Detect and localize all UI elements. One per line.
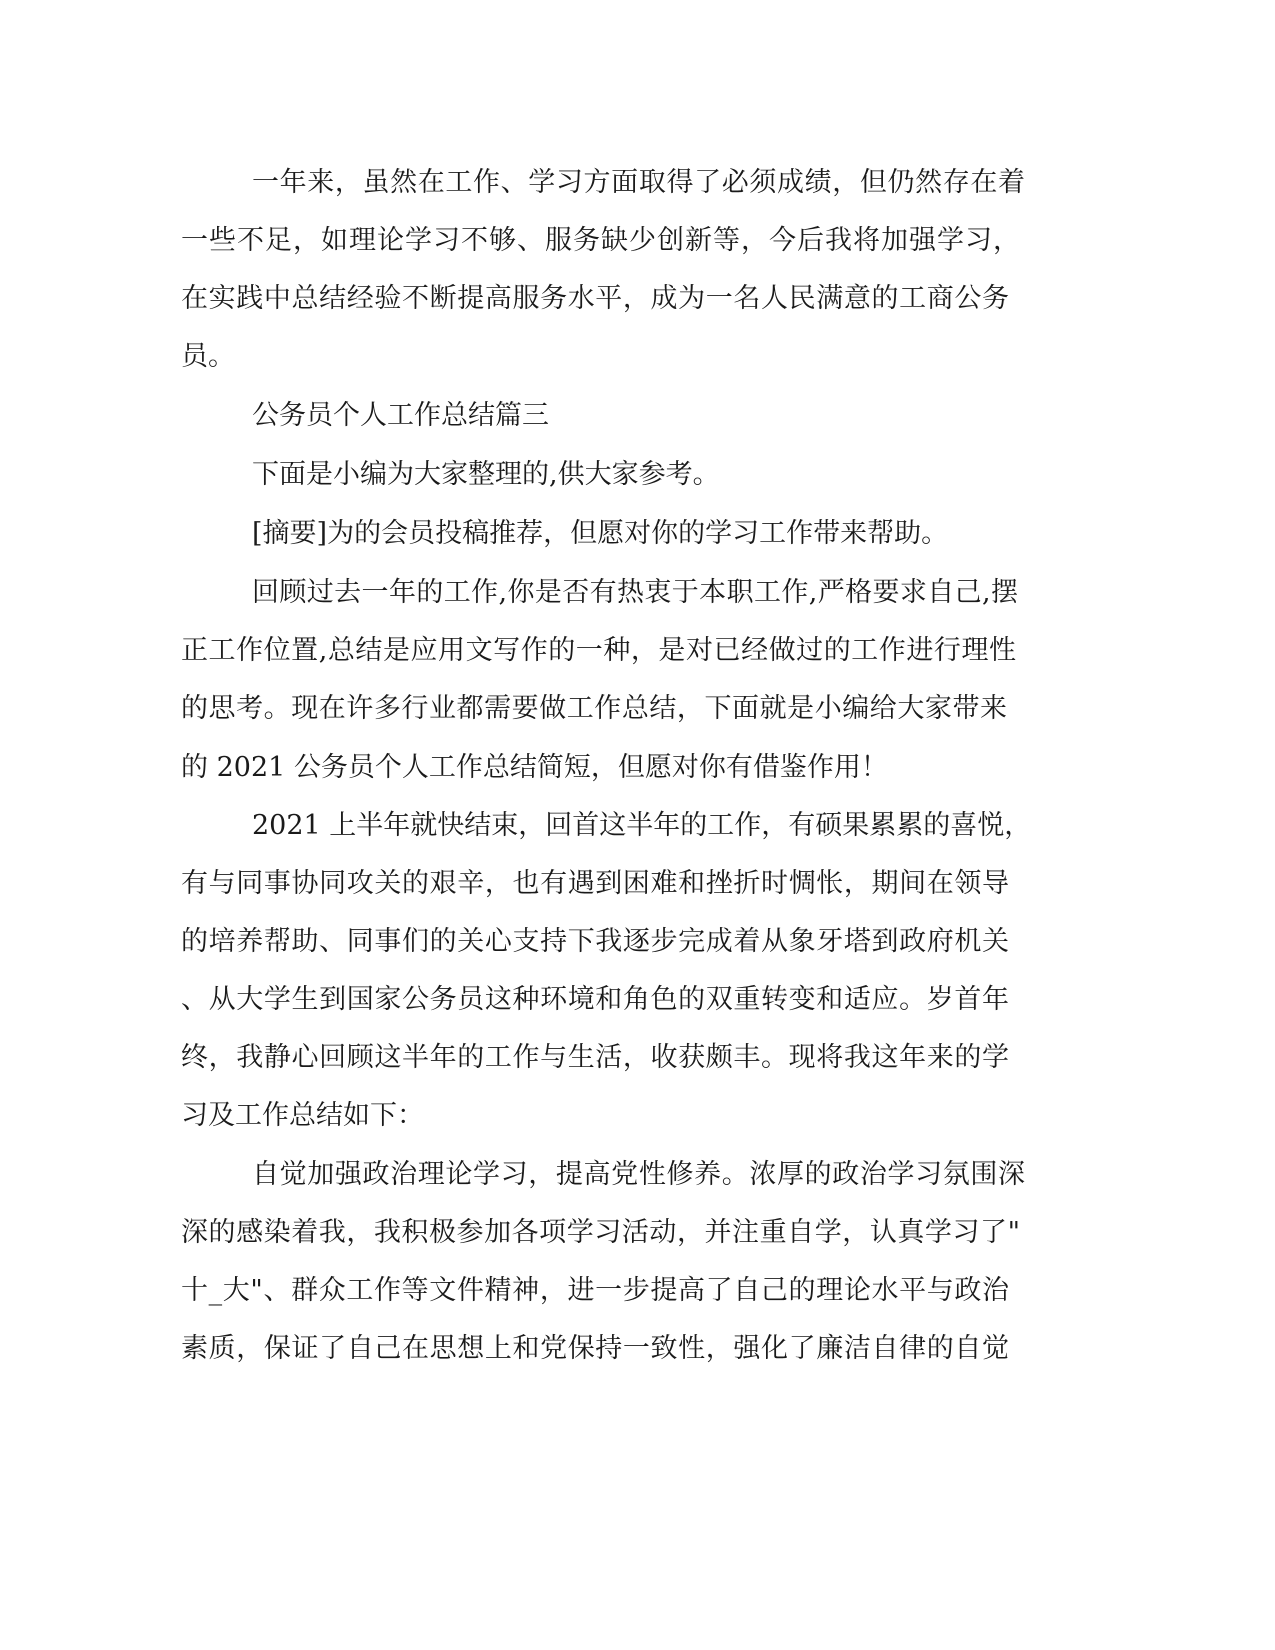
text-line: 回顾过去一年的工作,你是否有热衷于本职工作,严格要求自己,摆 — [252, 577, 1018, 608]
text-line: 终，我静心回顾这半年的工作与生活，收获颇丰。现将我这年来的学 — [181, 1042, 1009, 1073]
text-line: 2021 上半年就快结束，回首这半年的工作，有硕果累累的喜悦， — [252, 810, 1032, 841]
text-line: 在实践中总结经验不断提高服务水平，成为一名人民满意的工商公务 — [181, 283, 1009, 314]
section-heading: 公务员个人工作总结篇三 — [252, 400, 549, 431]
text-line: 习及工作总结如下： — [181, 1100, 424, 1131]
text-line: 下面是小编为大家整理的,供大家参考。 — [252, 459, 720, 490]
text-line: 员。 — [181, 341, 235, 372]
text-line: 、从大学生到国家公务员这种环境和角色的双重转变和适应。岁首年 — [181, 984, 1009, 1015]
text-line: 有与同事协同攻关的艰辛，也有遇到困难和挫折时惆怅，期间在领导 — [181, 868, 1009, 899]
text-line: 一年来，虽然在工作、学习方面取得了必须成绩，但仍然存在着 — [252, 167, 1025, 198]
text-line: 的 2021 公务员个人工作总结简短，但愿对你有借鉴作用！ — [181, 752, 888, 783]
text-line: 的培养帮助、同事们的关心支持下我逐步完成着从象牙塔到政府机关 — [181, 926, 1009, 957]
abstract-line: [摘要]为的会员投稿推荐，但愿对你的学习工作带来帮助。 — [252, 518, 949, 549]
text-line: 的思考。现在许多行业都需要做工作总结，下面就是小编给大家带来 — [181, 693, 1007, 724]
text-line: 素质，保证了自己在思想上和党保持一致性，强化了廉洁自律的自觉 — [181, 1333, 1009, 1364]
text-line: 一些不足，如理论学习不够、服务缺少创新等，今后我将加强学习， — [181, 225, 1020, 256]
text-line: 正工作位置,总结是应用文写作的一种，是对已经做过的工作进行理性 — [181, 635, 1016, 666]
text-line: 十_大"、群众工作等文件精神，进一步提高了自己的理论水平与政治 — [181, 1275, 1009, 1306]
text-line: 自觉加强政治理论学习，提高党性修养。浓厚的政治学习氛围深 — [252, 1159, 1025, 1190]
text-line: 深的感染着我，我积极参加各项学习活动，并注重自学，认真学习了" — [181, 1217, 1020, 1248]
